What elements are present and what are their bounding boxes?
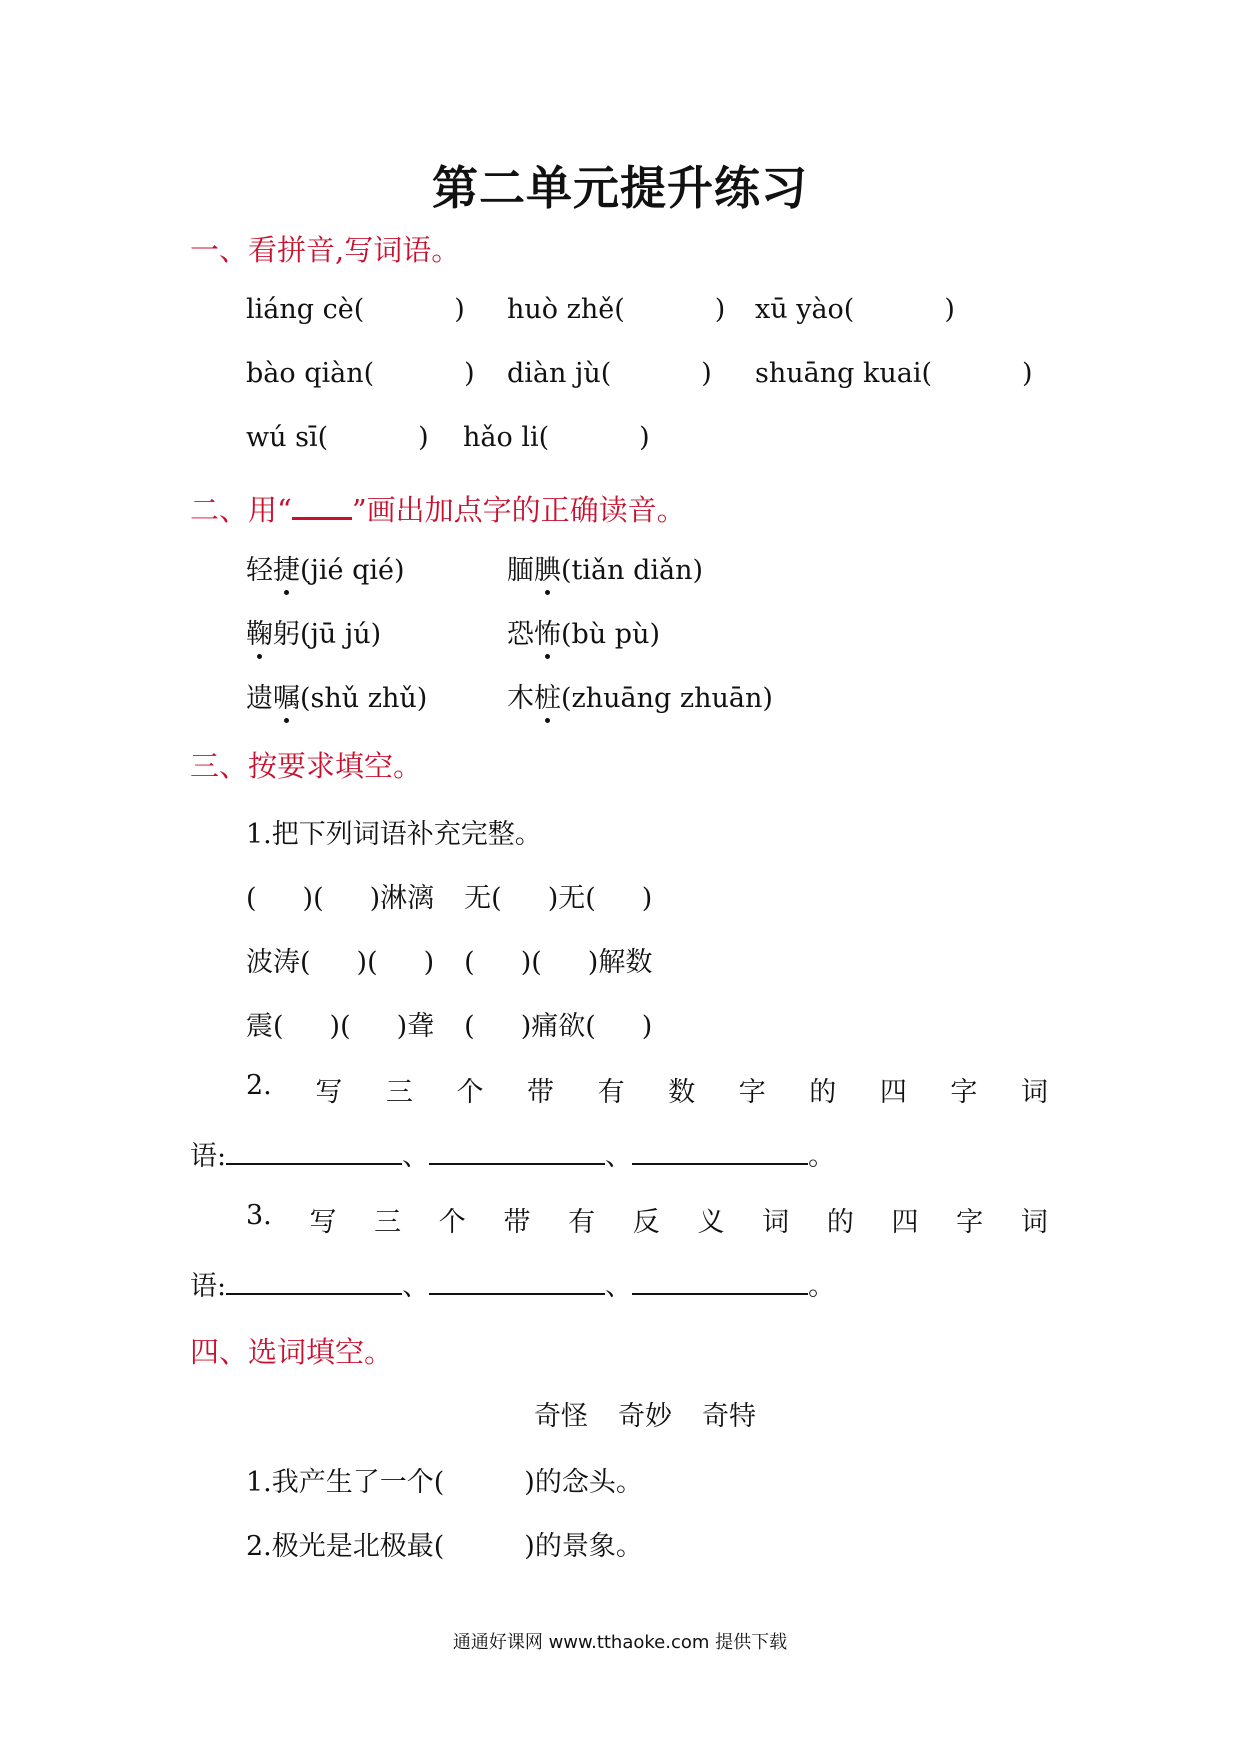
question-2-text: 2. 写 三 个 带 有 数 字 的 四 字 词 <box>246 1070 1048 1108</box>
reading-item: 木桩(zhuāng zhuān) <box>507 676 773 715</box>
answer-line: 语: 、 、 。 <box>190 1141 836 1172</box>
pinyin-item: bào qiàn( ) <box>246 358 475 389</box>
page-title: 第二单元提升练习 <box>432 161 808 215</box>
underline-sample <box>292 497 352 520</box>
answer-blank[interactable] <box>429 1271 605 1295</box>
section-4-heading: 四、选词填空。 <box>190 1335 394 1369</box>
answer-line: 语: 、 、 。 <box>190 1271 836 1302</box>
question-3-text: 3. 写 三 个 带 有 反 义 词 的 四 字 词 <box>246 1200 1048 1238</box>
word-choices <box>534 1394 756 1433</box>
choice-word: 奇妙 <box>618 1401 672 1432</box>
section-3-heading: 三、按要求填空。 <box>190 749 423 783</box>
idiom-row: ( )( )淋漓 无( )无( ) <box>246 883 653 914</box>
reading-item: 轻捷(jié qié) <box>246 548 405 587</box>
answer-blank[interactable] <box>632 1271 808 1295</box>
choice-word: 奇怪 <box>534 1401 588 1432</box>
section-1-heading: 一、看拼音,写词语。 <box>190 233 461 267</box>
pinyin-item: huò zhě( ) <box>507 294 726 325</box>
pinyin-item: diàn jù( ) <box>507 358 712 389</box>
pinyin-item: wú sī( ) <box>246 422 429 453</box>
pinyin-item: hǎo li( ) <box>463 422 650 453</box>
pinyin-item: shuāng kuai( ) <box>755 358 1033 389</box>
answer-blank[interactable] <box>632 1141 808 1165</box>
reading-item: 恐怖(bù pù) <box>507 612 660 651</box>
idiom-row: 波涛( )( ) ( )( )解数 <box>246 947 653 978</box>
reading-item: 遗嘱(shǔ zhǔ) <box>246 676 427 715</box>
reading-item: 腼腆(tiǎn diǎn) <box>507 548 703 587</box>
section-2-heading: 二、用“ ”画出加点字的正确读音。 <box>190 493 686 527</box>
answer-blank[interactable] <box>226 1271 402 1295</box>
reading-item: 鞠躬(jū jú) <box>246 612 381 651</box>
fill-question: 2.极光是北极最( )的景象。 <box>246 1531 643 1562</box>
idiom-row: 震( )( )聋 ( )痛欲( ) <box>246 1011 653 1042</box>
answer-blank[interactable] <box>429 1141 605 1165</box>
footer-text: 通通好课网 www.tthaoke.com 提供下载 <box>452 1632 788 1653</box>
answer-blank[interactable] <box>226 1141 402 1165</box>
choice-word: 奇特 <box>702 1401 756 1432</box>
question-1-text: 1.把下列词语补充完整。 <box>246 819 542 850</box>
pinyin-item: xū yào( ) <box>755 294 955 325</box>
pinyin-item: liáng cè( ) <box>246 294 465 325</box>
fill-question: 1.我产生了一个( )的念头。 <box>246 1467 643 1498</box>
